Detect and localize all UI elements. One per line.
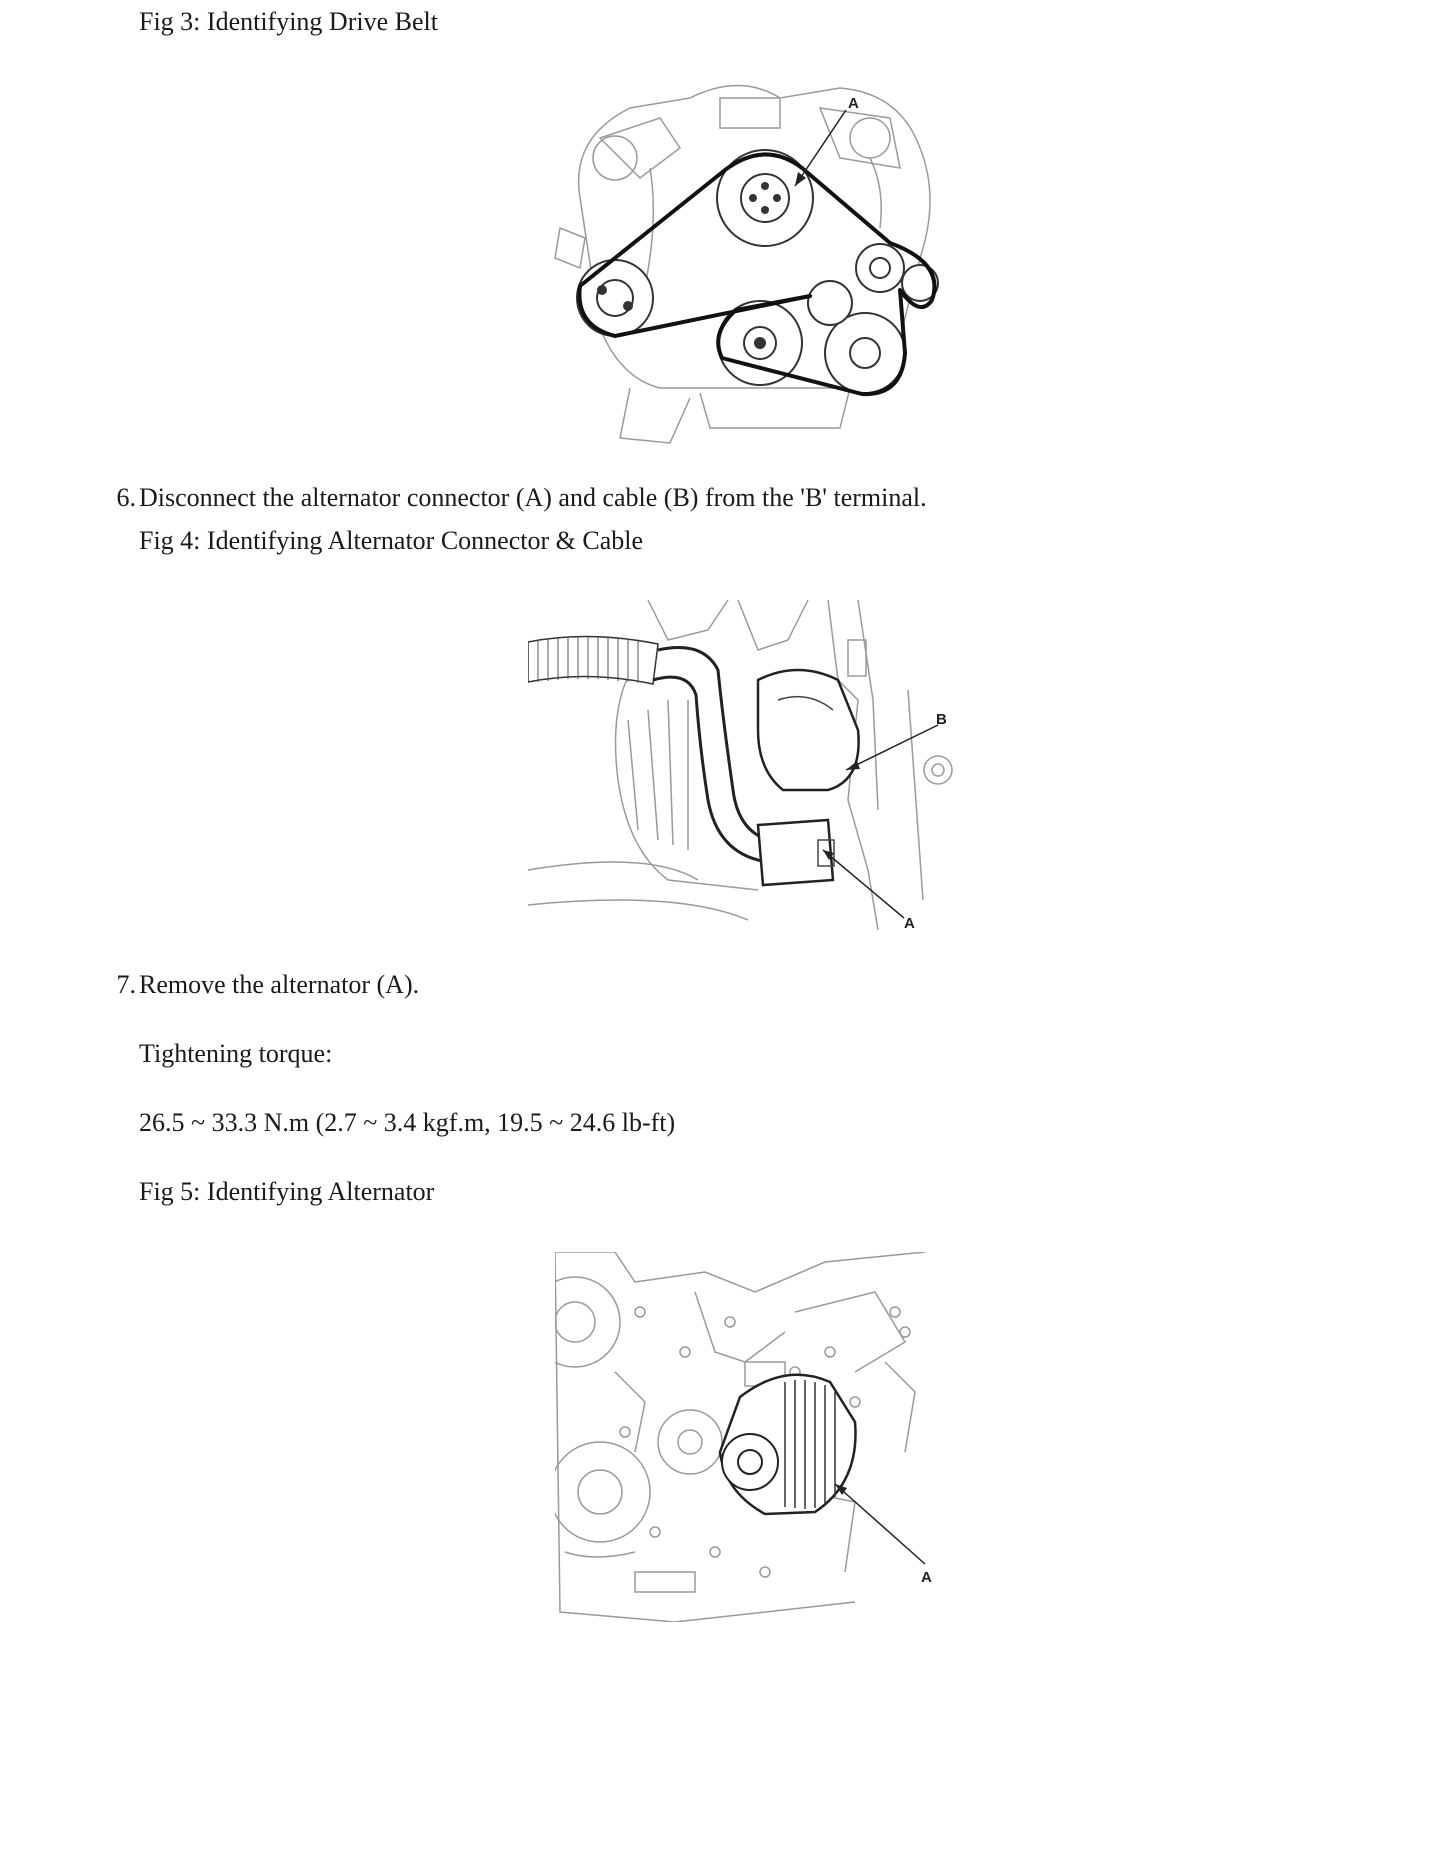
fig4-caption: Fig 4: Identifying Alternator Connector & Cable [139,526,644,555]
step7-text: Remove the alternator (A). [139,970,420,999]
drive-belt-figure [540,78,960,448]
alternator-figure [555,1252,935,1622]
fig3-caption: Fig 3: Identifying Drive Belt [139,7,438,36]
fig4-callout-b: B [936,711,947,728]
torque-label: Tightening torque: [139,1039,333,1068]
alternator-connector-figure [528,600,958,930]
fig5-caption: Fig 5: Identifying Alternator [139,1177,435,1206]
step6-text: Disconnect the alternator connector (A) and cable (B) from the 'B' terminal. [139,483,927,512]
torque-value: 26.5 ~ 33.3 N.m (2.7 ~ 3.4 kgf.m, 19.5 ~ 24.6 lb-ft) [139,1108,676,1137]
fig3-callout-a: A [848,95,859,112]
step6-number: 6. [116,483,136,512]
fig4-callout-a: A [904,915,915,930]
step7-number: 7. [116,970,136,999]
fig5-callout-a: A [921,1569,932,1586]
